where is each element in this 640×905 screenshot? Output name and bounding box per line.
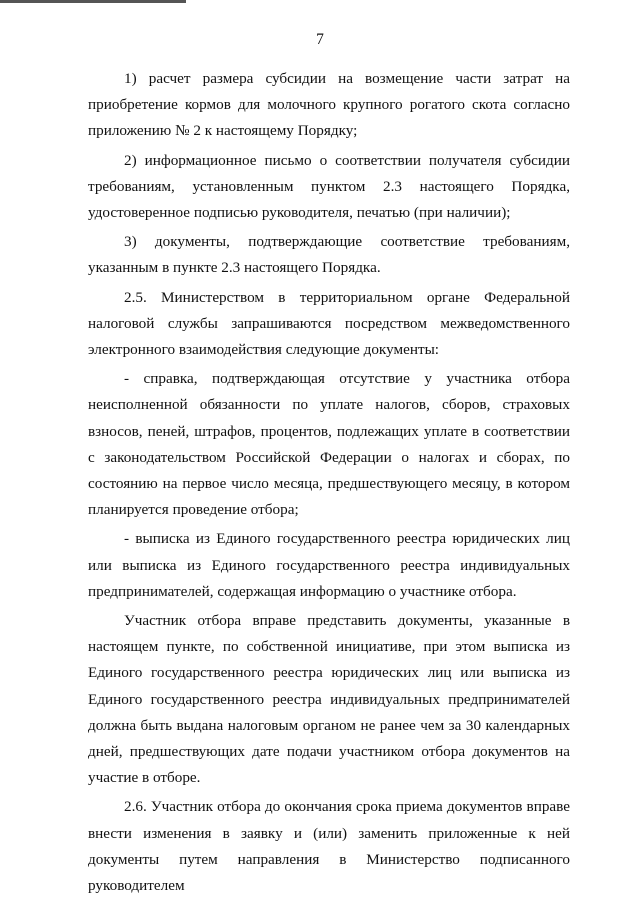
paragraph-own-initiative: Участник отбора вправе представить документы, указанные в настоящем пункте, по собственной инициативе, при этом выписка из Единого государственного реестра юридических лиц или выписка из Единого государственного реестра индивидуальных предпринимателей должна быть выдана налоговым органом не ранее чем за 30 календарных дней, предшествующих дате подачи участником отбора документов на участие в отборе. <box>88 612 570 787</box>
top-rule <box>0 0 186 3</box>
document-body <box>88 66 570 902</box>
paragraph-item-2: 2) информационное письмо о соответствии получателя субсидии требованиям, установленным пунктом 2.3 настоящего Порядка, удостоверенное подписью руководителя, печатью (при наличии); <box>88 151 570 222</box>
page-number: 7 <box>316 31 324 48</box>
paragraph-tax-certificate: - справка, подтверждающая отсутствие у участника отбора неисполненной обязанности по уплате налогов, сборов, страховых взносов, пеней, штрафов, процентов, подлежащих уплате в соответствии с законодательством Российской Федерации о налогах и сборах, по состоянию на первое число месяца, предшествующего месяцу, в котором планируется проведение отбора; <box>88 370 570 519</box>
paragraph-item-1: 1) расчет размера субсидии на возмещение части затрат на приобретение кормов для молочного крупного рогатого скота согласно приложению № 2 к настоящему Порядку; <box>88 70 570 140</box>
paragraph-registry-extract: - выписка из Единого государственного реестра юридических лиц или выписка из Единого государственного реестра индивидуальных предпринимателей, содержащая информацию о участнике отбора. <box>88 530 570 600</box>
paragraph-item-3: 3) документы, подтверждающие соответствие требованиям, указанным в пункте 2.3 настоящего Порядка. <box>88 233 570 277</box>
paragraph-2-5: 2.5. Министерством в территориальном органе Федеральной налоговой службы запрашиваются посредством межведомственного электронного взаимодействия следующие документы: <box>88 288 570 359</box>
paragraph-2-6: 2.6. Участник отбора до окончания срока приема документов вправе внести изменения в заявку и (или) заменить приложенные к ней документы путем направления в Министерство подписанного руководителем <box>88 798 570 895</box>
